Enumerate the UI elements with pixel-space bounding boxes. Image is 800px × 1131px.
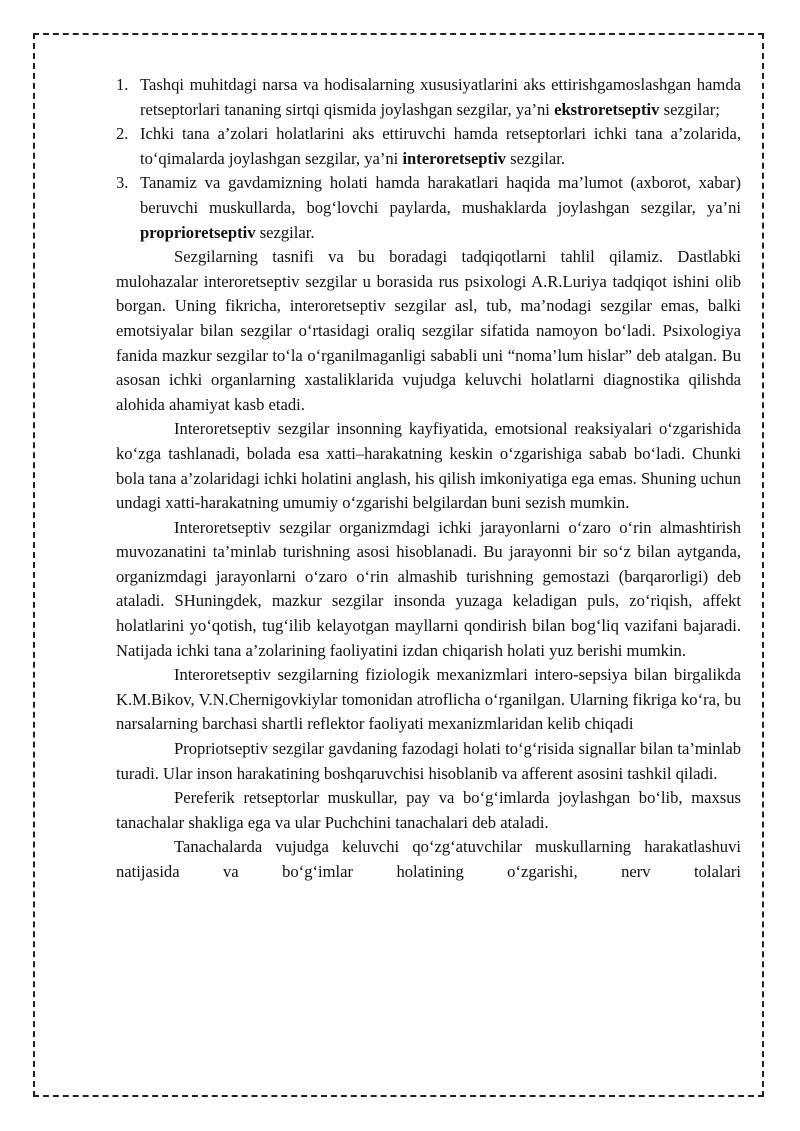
list-text: Ichki tana a’zolari holatlarini aks ettiruvchi hamda retseptorlari ichki tana a’zolarida, to‘qimalarda joylashgan sezgilar, ya’ni interoretseptiv sezgilar. — [140, 124, 741, 168]
list-item — [116, 73, 741, 122]
paragraph: Interoretseptiv sezgilar organizmdagi ichki jarayonlarni o‘zaro o‘rin almashtirish muvozanatini ta’minlab turishning asosi hisoblanadi. Bu jarayonni bir so‘z bilan aytganda, organizmdagi jarayonlarni o‘zaro o‘rin almashib turishning gemostazi (barqarorligi) deb ataladi. SHuningdek, mazkur sezgilar insonda yuzaga keladigan puls, zo‘riqish, affekt holatlarini yo‘qotish, tug‘ilib kelayotgan mayllarni qondirish bilan bog‘liq vazifani bajaradi. Natijada ichki tana a’zolarining faoliyatini izdan chiqarish holati yuz berishi mumkin. — [116, 517, 741, 660]
term-ekstroretseptiv: ekstroretseptiv — [554, 99, 660, 119]
list-number: 3. — [116, 173, 129, 193]
paragraph: Propriotseptiv sezgilar gavdaning fazodagi holati to‘g‘risida signallar bilan ta’minlab turadi. Ular inson harakatining boshqaruvchisi hisoblanib va afferent asosini tashkil qiladi. — [116, 739, 741, 783]
list-text: Tanamiz va gavdamizning holati hamda harakatlari haqida ma’lumot (axborot, xabar) beruvchi muskullarda, bog‘lovchi paylarda, mushaklarda joylashgan sezgilar, ya’ni proprioretseptiv sezgilar. — [140, 173, 741, 242]
paragraph: Interoretseptiv sezgilarning fiziologik mexanizmlari intero-sepsiya bilan birgalikda K.M.Bikov, V.N.Chernigovkiylar tomonidan atroflicha o‘rganilgan. Ularning fikriga ko‘ra, bu narsalarning barchasi shartli reflektor faoliyati mexanizmlaridan kelib chiqadi — [116, 665, 741, 734]
list-text: Tashqi muhitdagi narsa va hodisalarning xususiyatlarini aks ettirishgamoslashgan hamda retseptorlari tananing sirtqi qismida joylashgan sezgilar, ya’ni ekstroretseptiv sezgilar; — [140, 75, 741, 119]
list-item — [116, 171, 741, 245]
paragraph: Pereferik retseptorlar muskullar, pay va bo‘g‘imlarda joylashgan bo‘lib, maxsus tanachalar shakliga ega va ular Puchchini tanachalari deb ataladi. — [116, 788, 741, 832]
term-interoretseptiv: interoretseptiv — [402, 148, 506, 168]
document-body — [116, 73, 741, 885]
list-item — [116, 122, 741, 171]
list-number: 2. — [116, 124, 129, 144]
paragraph: Tanachalarda vujudga keluvchi qo‘zg‘atuvchilar muskullarning harakatlashuvi natijasida va bo‘g‘imlar holatining o‘zgarishi, nerv tolalari — [116, 837, 741, 881]
paragraph: Interoretseptiv sezgilar insonning kayfiyatida, emotsional reaksiyalari o‘zgarishida ko‘zga tashlanadi, bolada esa xatti–harakatning keskin o‘zgarishiga sabab bo‘ladi. Chunki bola tana a’zolaridagi ichki holatini anglash, his qilish imkoniyatiga ega emas. Shuning uchun undagi xatti-harakatning umumiy o‘zgarishi belgilardan buni sezish mumkin. — [116, 419, 741, 513]
list-number: 1. — [116, 75, 129, 94]
paragraph: Sezgilarning tasnifi va bu boradagi tadqiqotlarni tahlil qilamiz. Dastlabki mulohazalar interoretseptiv sezgilar u borasida rus psixologi A.R.Luriya tadqiqot ishini olib borgan. Uning fikricha, interoretseptiv sezgilar asl, tub, ma’nodagi sezgilar emas, balki emotsiyalar bilan sezgilar o‘rtasidagi oraliq sezgilar sifatida namoyon bo‘ladi. Psixologiya fanida mazkur sezgilar to‘la o‘rganilmaganligi sababli uni “noma’lum hislar” deb atalgan. Bu asosan ichki organlarning xastaliklarida vujudga keluvchi holatlarni diagnostika qilishda alohida ahamiyat kasb etadi. — [116, 247, 741, 414]
term-proprioretseptiv: proprioretseptiv — [140, 222, 256, 242]
